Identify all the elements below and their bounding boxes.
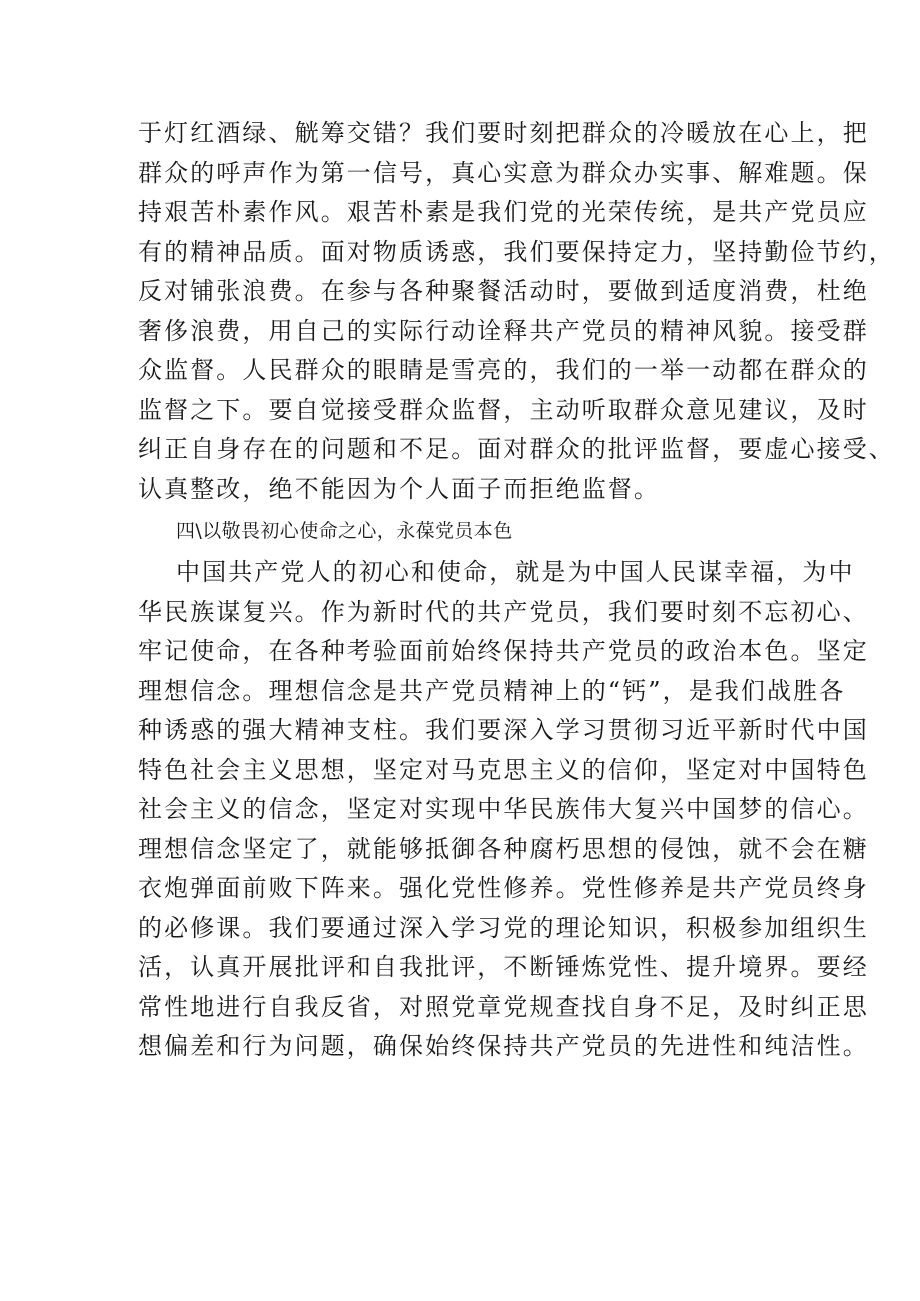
text-line: 群众的呼声作为第一信号，真心实意为群众办实事、解难题。保 xyxy=(138,158,869,187)
text-line: 监督之下。要自觉接受群众监督，主动听取群众意见建议，及时 xyxy=(138,395,869,424)
text-line: 反对铺张浪费。在参与各种聚餐活动时，要做到适度消费，杜绝 xyxy=(138,277,869,305)
text-line: 有的精神品质。面对物质诱惑，我们要保持定力，坚持勤俭节约， xyxy=(138,237,895,266)
text-line: 纠正自身存在的问题和不足。面对群众的批评监督，要虚心接受、 xyxy=(138,435,895,463)
text-line: 衣炮弹面前败下阵来。强化党性修养。党性修养是共产党员终身 xyxy=(138,874,869,902)
text-line: 众监督。人民群众的眼睛是雪亮的，我们的一举一动都在群众的 xyxy=(138,356,869,384)
section-heading: 四\以敬畏初心使命之心，永葆党员本色 xyxy=(176,520,513,542)
text-line: 于灯红酒绿、觥筹交错？我们要时刻把群众的冷暖放在心上，把 xyxy=(138,119,869,147)
document-body xyxy=(138,114,895,1067)
paragraph-block-2 xyxy=(138,553,869,1067)
paragraph-block-1 xyxy=(138,114,895,509)
text-line: 的必修课。我们要通过深入学习党的理论知识，积极参加组织生 xyxy=(138,913,869,942)
text-line: 想偏差和行为问题，确保始终保持共产党员的先进性和纯洁性。 xyxy=(138,1032,869,1060)
text-line: 特色社会主义思想，坚定对马克思主义的信仰，坚定对中国特色 xyxy=(138,755,869,784)
text-line: 常性地进行自我反省，对照党章党规查找自身不足，及时纠正思 xyxy=(138,992,869,1021)
text-line: 活，认真开展批评和自我批评，不断锤炼党性、提升境界。要经 xyxy=(138,953,869,981)
text-line: 持艰苦朴素作风。艰苦朴素是我们党的光荣传统，是共产党员应 xyxy=(138,198,869,226)
text-line: 认真整改，绝不能因为个人面子而拒绝监督。 xyxy=(138,474,660,503)
text-line: 奢侈浪费，用自己的实际行动诠释共产党员的精神风貌。接受群 xyxy=(138,316,869,345)
text-line: 理想信念。理想信念是共产党员精神上的“钙”，是我们战胜各 xyxy=(138,676,846,705)
text-line: 牢记使命，在各种考验面前始终保持共产党员的政治本色。坚定 xyxy=(138,637,869,665)
text-line: 理想信念坚定了，就能够抵御各种腐朽思想的侵蚀，就不会在糖 xyxy=(138,834,869,863)
text-line: 社会主义的信念，坚定对实现中华民族伟大复兴中国梦的信心。 xyxy=(138,795,869,823)
text-line-first: 中国共产党人的初心和使命，就是为中国人民谋幸福，为中 xyxy=(176,558,855,586)
text-line: 种诱惑的强大精神支柱。我们要深入学习贯彻习近平新时代中国 xyxy=(138,716,869,744)
text-line: 华民族谋复兴。作为新时代的共产党员，我们要时刻不忘初心、 xyxy=(138,597,869,626)
